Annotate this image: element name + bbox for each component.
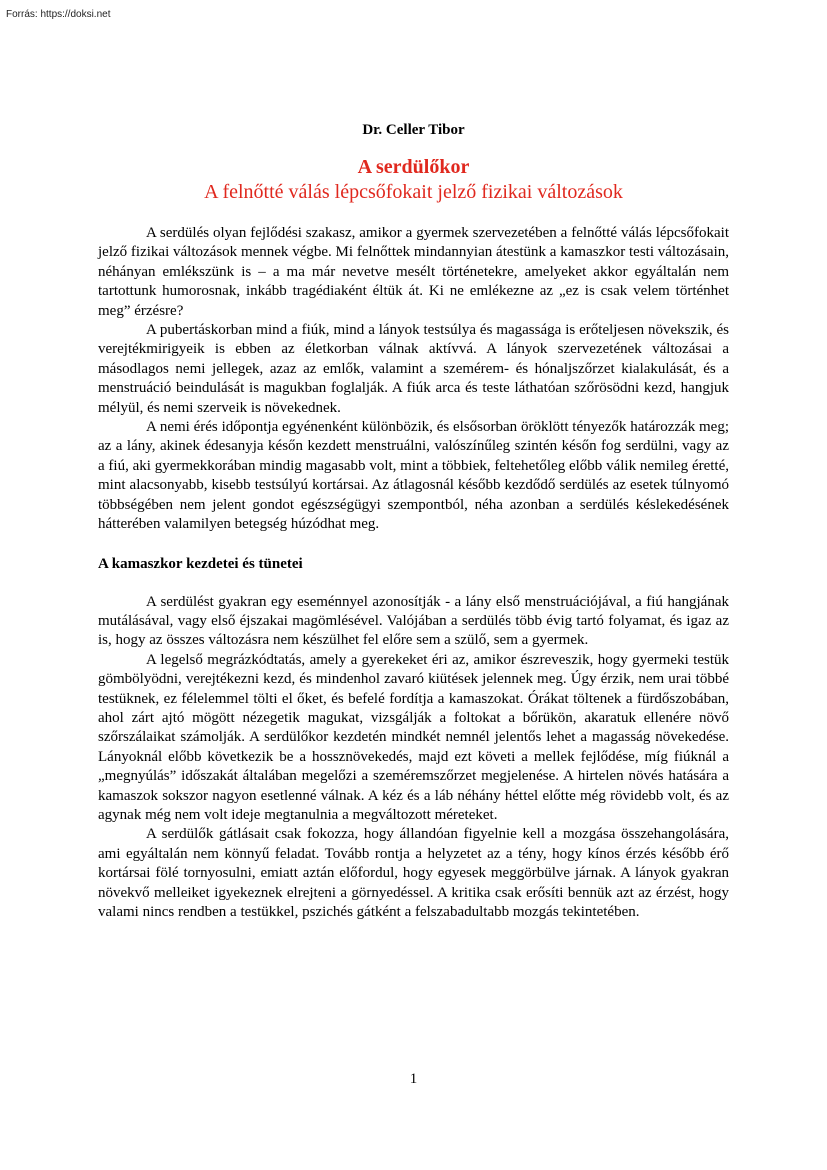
paragraph: A nemi érés időpontja egyénenként különbözik, és elsősorban öröklött tényezők határozzák meg; az a lány, akinek édesanyja későn kezdett menstruálni, valószínűleg szintén későn fog serdülni, vagy az a fiú, aki gyermekkorában mindig magasabb volt, mint a többiek, feltehetőleg előbb válik nemileg éretté, mint alacsonyabb, kisebb testsúlyú kortársai. Az átlagosnál később kezdődő serdülés az esetek túlnyomó többségében nem jelent gondot egészségügyi szempontból, néha azonban a serdülés késlekedésének hátterében valamilyen betegség húzódhat meg. bbox=[98, 419, 729, 533]
section-heading: A kamaszkor kezdetei és tünetei bbox=[98, 555, 303, 572]
page-number: 1 bbox=[409, 1071, 418, 1087]
intro-section bbox=[98, 224, 729, 535]
document-title: A serdülőkor bbox=[357, 156, 470, 178]
paragraph: A serdülés olyan fejlődési szakasz, amikor a gyermek szervezetében a felnőtté válás lépcsőfokait jelző fizikai változások mennek végbe. Mi felnőttek mindannyian átestünk a kamaszkor testi változásain, néhányan emlékszünk is – a ma már nevetve mesélt történetekre, amelyeket akkor egyáltalán nem tartottunk humorosnak, inkább tragédiaként éltük át. Ki ne emlékezne az „ez is csak velem történhet meg” érzésre? bbox=[98, 225, 729, 319]
paragraph: A pubertáskorban mind a fiúk, mind a lányok testsúlya és magassága is erőteljesen növekszik, és verejtékmirigyeik is ebben az életkorban válnak aktívvá. A lányok szervezetének változásai a másodlagos nemi jellegek, azaz az emlők, valamint a szemérem- és hónaljszőrzet kialakulását, és a menstruáció beindulását is magukban foglalják. A fiúk arca és teste láthatóan szőrösödni kezd, hangjuk mélyül, és nemi szerveik is növekednek. bbox=[98, 322, 729, 416]
paragraph: A legelső megrázkódtatás, amely a gyerekeket éri az, amikor észreveszik, hogy gyermeki testük gömbölyödni, verejtékezni kezd, és mindenhol zavaró kiütések jelennek meg. Úgy érzik, nem urai többé testüknek, ez félelemmel tölti el őket, és befelé fordítja a kamaszokat. Órákat töltenek a fürdőszobában, ahol zárt ajtó mögött nézegetik magukat, vizsgálják a foltokat a bőrükön, akaratuk ellenére növő szőrszálaikat számolják. A serdülőkor kezdetén mindkét nemnél jelentős lehet a magasság növekedése. Lányoknál előbb következik be a hossznövekedés, majd ezt követi a mellek fejlődése, míg fiúknál a „megnyúlás” időszakát általában megelőzi a szeméremszőrzet megjelenése. A hirtelen növés hatására a kamaszok sokszor nagyon esetlenné válnak. A kéz és a láb néhány héttel előtte még rövidebb volt, és az agynak még nem volt ideje megtanulnia a megváltozott méreteket. bbox=[98, 651, 729, 823]
title-block bbox=[98, 154, 729, 204]
author-name: Dr. Celler Tibor bbox=[362, 122, 465, 138]
section-body bbox=[98, 593, 729, 923]
document-subtitle: A felnőtté válás lépcsőfokait jelző fizikai változások bbox=[204, 181, 623, 203]
paragraph: A serdülést gyakran egy eseménnyel azonosítják - a lány első menstruációjával, a fiú hangjának mutálásával, vagy első éjszakai magömlésével. Valójában a serdülés több évig tartó folyamat, és igaz az is, hogy az összes változásra nem készülhet fel előre sem a szülő, sem a gyermek. bbox=[98, 593, 729, 649]
source-note: Forrás: https://doksi.net bbox=[6, 9, 111, 20]
document-page bbox=[98, 118, 729, 922]
paragraph: A serdülők gátlásait csak fokozza, hogy állandóan figyelnie kell a mozgása összehangolására, ami egyáltalán nem könnyű feladat. Tovább rontja a helyzetet az a tény, hogy kínos érzés később érő kortársai fölé tornyosulni, emiatt aztán előfordul, hogy egyesek meggörbülve járnak. A lányok gyakran növekvő melleiket igyekeznek elrejteni a görnyedéssel. A kritika csak erősíti bennük azt az érzést, hogy valami nincs rendben a testükkel, pszichés gátként a felszabadultabb mozgás tekintetében. bbox=[98, 826, 729, 920]
